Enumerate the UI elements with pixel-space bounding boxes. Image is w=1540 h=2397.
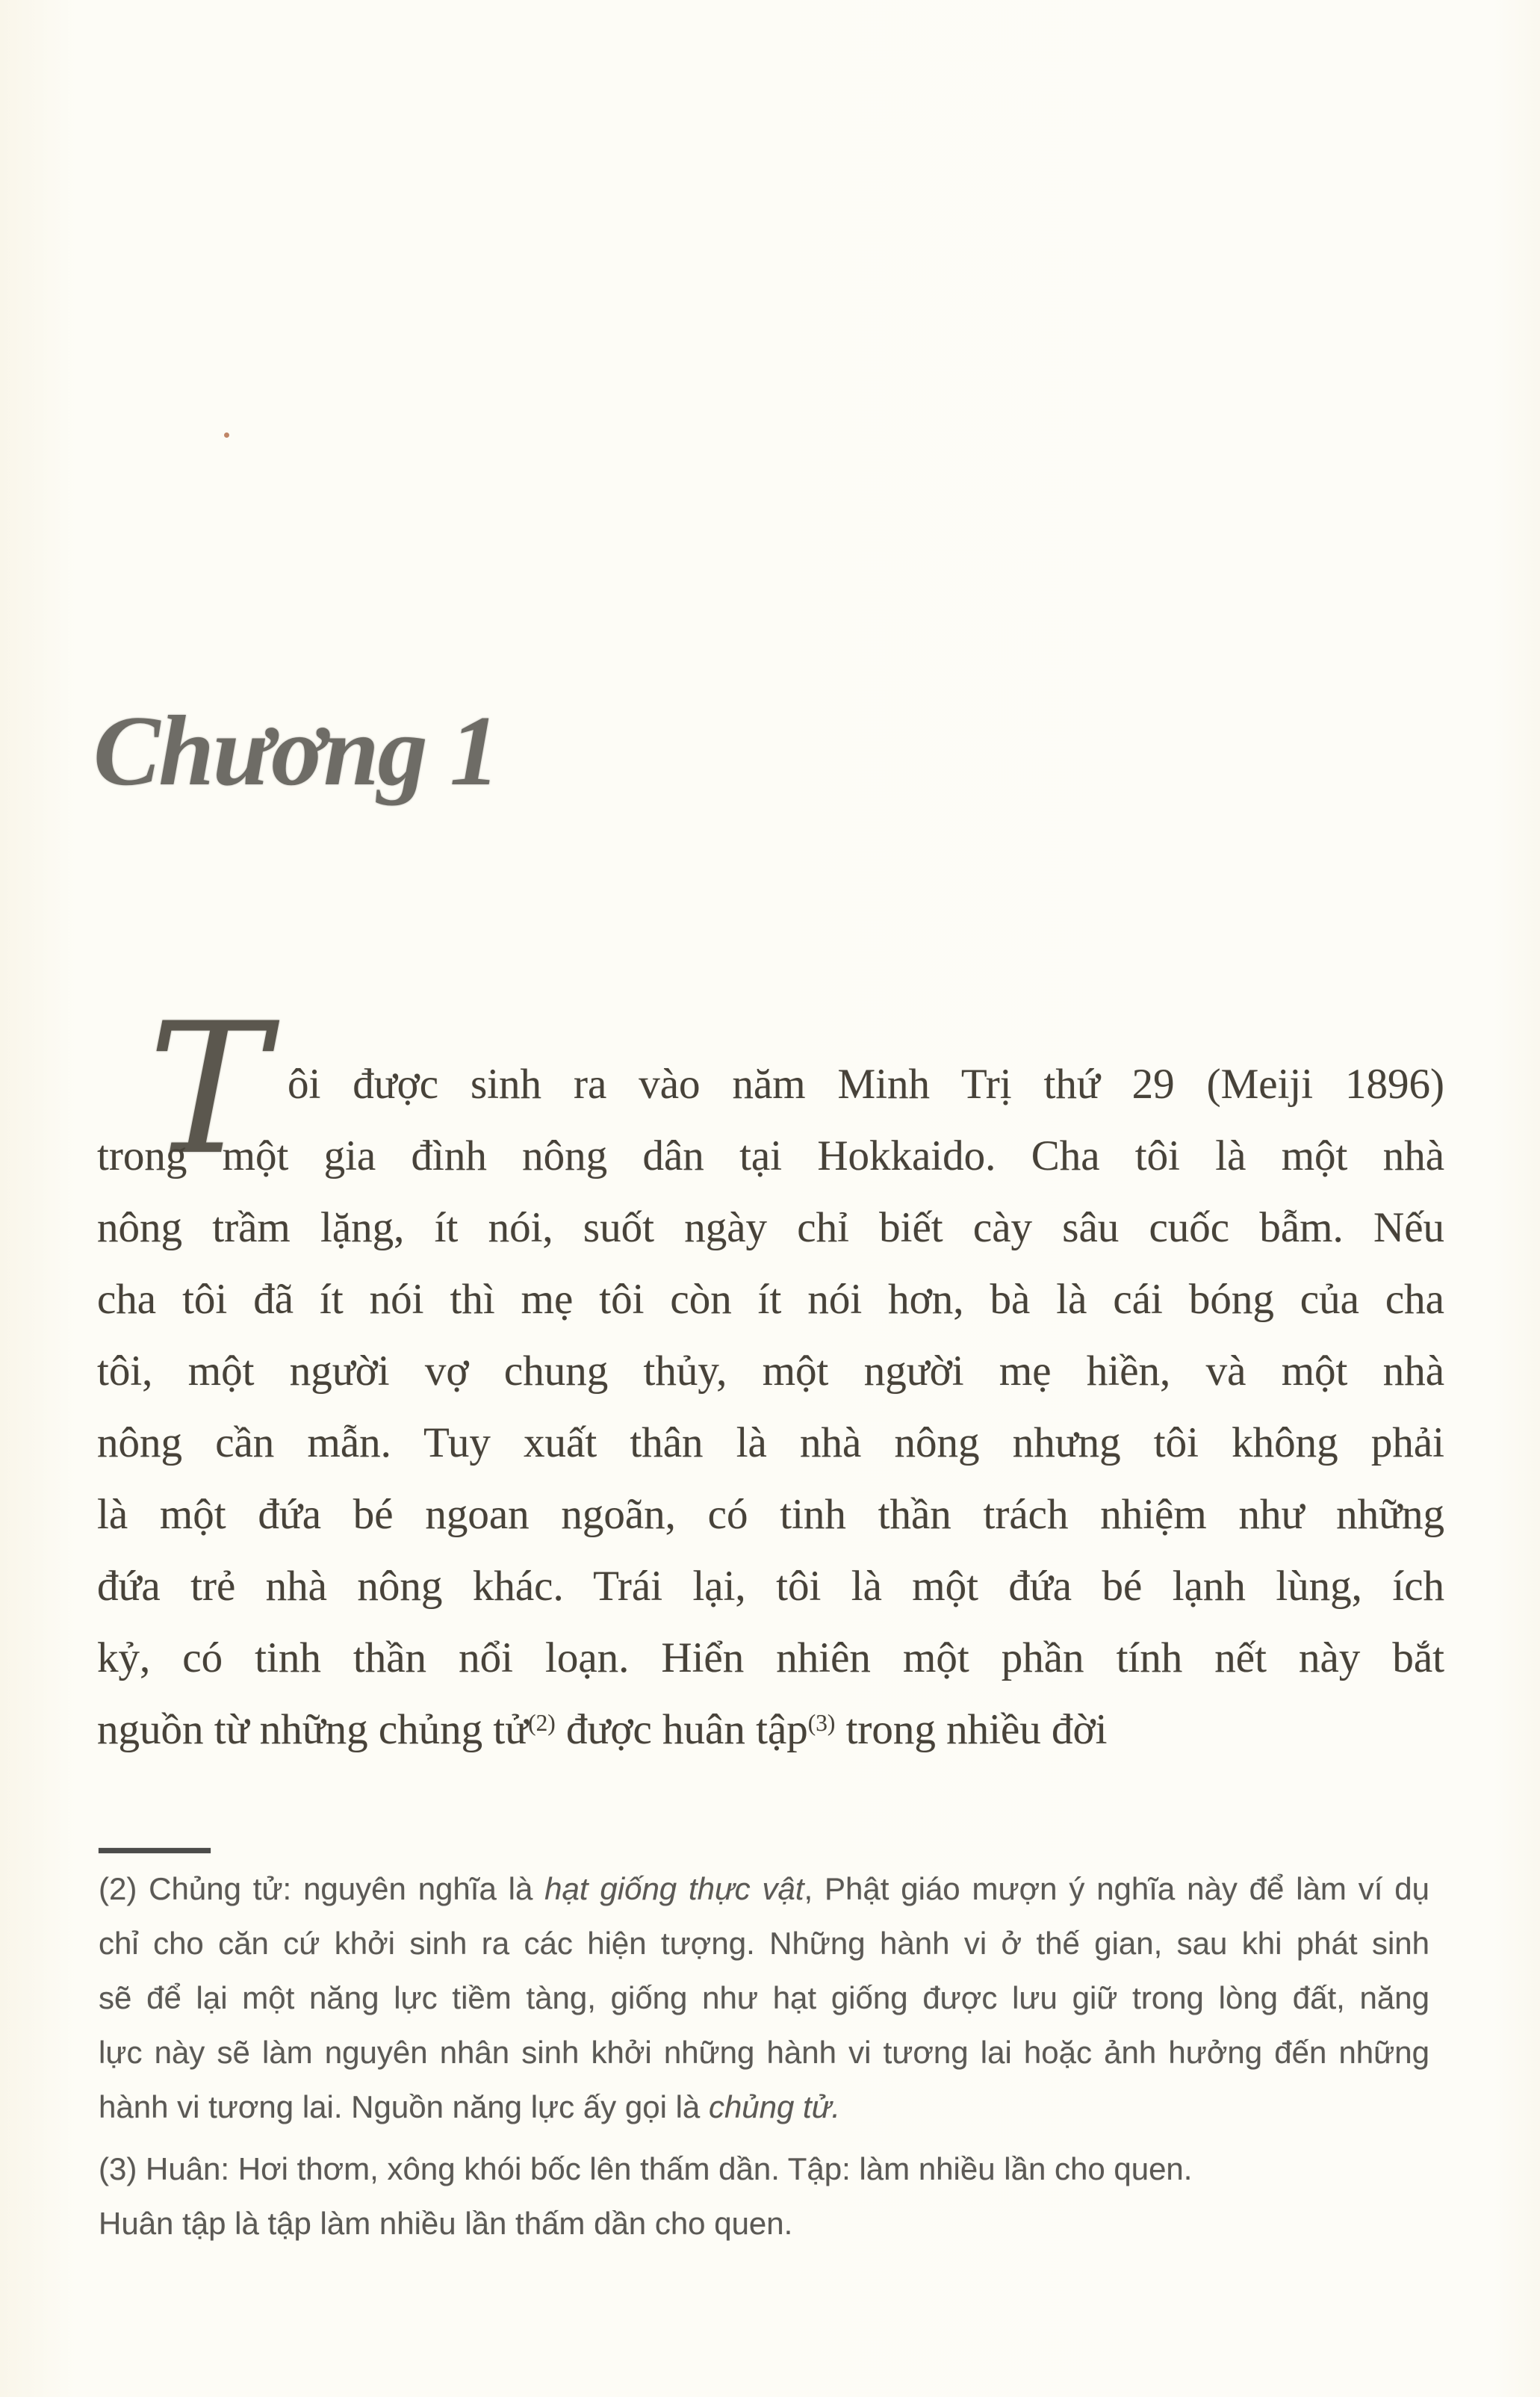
paragraph-line: tôi, một người vợ chung thủy, một người mẹ hiền, và một nhà: [97, 1348, 1444, 1395]
footnote-separator: [99, 1848, 211, 1853]
paragraph-line: cha tôi đã ít nói thì mẹ tôi còn ít nói hơn, bà là cái bóng của cha: [97, 1276, 1444, 1323]
footnote-text: hành vi tương lai. Nguồn năng lực ấy gọi là: [99, 2089, 709, 2124]
chapter-heading: Chương 1: [93, 695, 499, 806]
paragraph-text: trong nhiều đời: [835, 1706, 1108, 1753]
paragraph-line: nông cần mẫn. Tuy xuất thân là nhà nông nhưng tôi không phải: [97, 1419, 1444, 1466]
scan-speck: [224, 432, 229, 438]
paragraph-line: nông trầm lặng, ít nói, suốt ngày chỉ biết cày sâu cuốc bẫm. Nếu: [97, 1204, 1444, 1251]
footnote-2: [99, 1861, 1429, 2134]
footnote-line: [99, 2080, 1429, 2134]
footnote-text: , Phật giáo mượn ý nghĩa này để làm ví dụ: [804, 1871, 1429, 1906]
paragraph-line-last: [97, 1694, 1444, 1766]
paragraph-text: nguồn từ những chủng tử: [97, 1706, 529, 1753]
footnote-line: [99, 1861, 1429, 1916]
paragraph-line: trong một gia đình nông dân tại Hokkaido. Cha tôi là một nhà: [97, 1132, 1444, 1179]
footnote-line: Huân tập là tập làm nhiều lần thấm dần cho quen.: [99, 2206, 793, 2241]
paragraph-text: được huân tập: [555, 1706, 808, 1753]
footnote-text: (2) Chủng tử: nguyên nghĩa là: [99, 1871, 545, 1906]
footnote-line: sẽ để lại một năng lực tiềm tàng, giống như hạt giống được lưu giữ trong lòng đất, năng: [99, 1980, 1429, 2015]
italic-term: hạt giống thực vật: [544, 1871, 804, 1906]
drop-cap: T: [148, 984, 269, 1195]
paragraph-line: là một đứa bé ngoan ngoãn, có tinh thần trách nhiệm như những: [97, 1491, 1444, 1538]
paragraph-line: ôi được sinh ra vào năm Minh Trị thứ 29 (Meiji 1896): [288, 1061, 1444, 1108]
footnote-3: [99, 2142, 1429, 2251]
footnote-line: (3) Huân: Hơi thơm, xông khói bốc lên thấm dần. Tập: làm nhiều lần cho quen.: [99, 2151, 1193, 2186]
footnote-line: chỉ cho căn cứ khởi sinh ra các hiện tượng. Những hành vi ở thế gian, sau khi phát sinh: [99, 1926, 1429, 1961]
footnotes-section: [99, 1861, 1429, 2251]
footnote-ref-2: (2): [528, 1709, 556, 1736]
italic-term: chủng tử.: [708, 2089, 840, 2124]
footnote-ref-3: (3): [807, 1709, 836, 1736]
paragraph-line: kỷ, có tinh thần nổi loạn. Hiển nhiên một phần tính nết này bắt: [97, 1634, 1444, 1681]
footnote-line: lực này sẽ làm nguyên nhân sinh khởi những hành vi tương lai hoặc ảnh hưởng đến những: [99, 2035, 1429, 2070]
paragraph-line: đứa trẻ nhà nông khác. Trái lại, tôi là một đứa bé lạnh lùng, ích: [97, 1563, 1444, 1610]
body-paragraph: [97, 1049, 1444, 1766]
